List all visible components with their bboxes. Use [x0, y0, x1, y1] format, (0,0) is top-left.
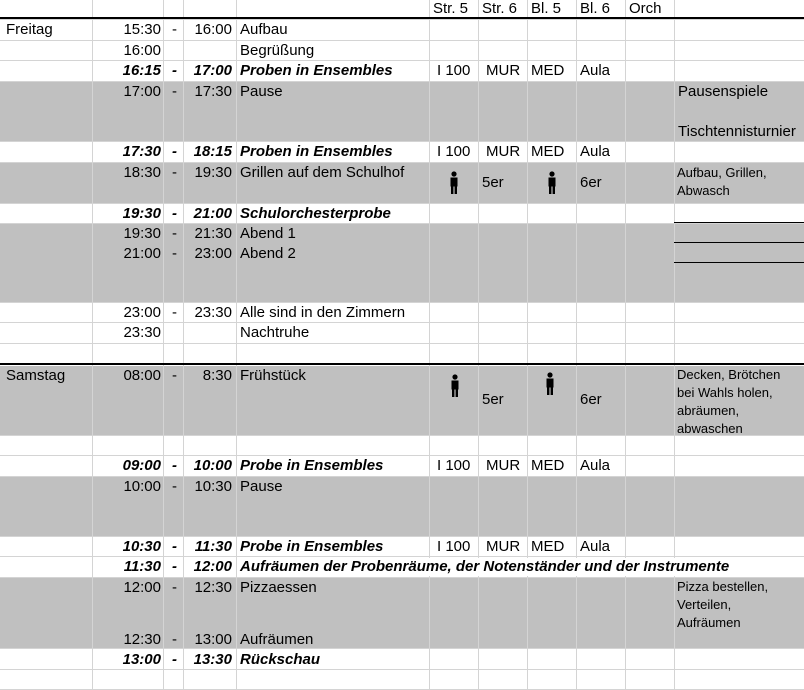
gridline	[236, 0, 237, 690]
col-header-str5: Str. 5	[433, 0, 469, 17]
room: MED	[531, 143, 565, 160]
group-label: 5er	[482, 391, 504, 408]
room: I 100	[437, 143, 471, 160]
time-end: 10:30	[194, 478, 232, 495]
gridline	[429, 0, 430, 690]
activity: Pizzaessen	[240, 579, 317, 596]
activity: Proben in Ensembles	[240, 143, 393, 160]
time-end: 17:30	[194, 83, 232, 100]
activity: Aufräumen	[240, 631, 314, 648]
room: Aula	[580, 457, 611, 474]
time-end: 12:30	[194, 579, 232, 596]
time-end: 23:30	[194, 304, 232, 321]
gridline	[674, 0, 675, 690]
time-start: 16:00	[123, 42, 161, 59]
signup-line	[674, 222, 804, 223]
time-dash: -	[172, 651, 177, 668]
gridline	[0, 162, 804, 163]
time-start: 23:00	[123, 304, 161, 321]
time-dash: -	[172, 631, 177, 648]
time-dash: -	[172, 538, 177, 555]
col-header-bl6: Bl. 6	[580, 0, 611, 17]
room: MUR	[486, 538, 521, 555]
note: abwaschen	[677, 421, 743, 436]
note: Verteilen,	[677, 597, 732, 612]
time-dash: -	[172, 558, 177, 575]
time-start: 23:30	[123, 324, 161, 341]
gridline	[0, 302, 804, 303]
gridline	[478, 0, 479, 690]
gridline	[0, 40, 804, 41]
time-end: 13:30	[193, 651, 232, 668]
room: Aula	[580, 62, 611, 79]
note: bei Wahls holen,	[677, 385, 773, 400]
gridline	[0, 141, 804, 142]
time-end: 23:00	[194, 245, 232, 262]
activity: Nachtruhe	[240, 324, 310, 341]
group-label: 6er	[580, 174, 602, 191]
time-dash: -	[172, 457, 177, 474]
time-end: 13:00	[194, 631, 232, 648]
time-start: 12:30	[123, 631, 161, 648]
person-icon	[544, 372, 556, 396]
time-dash: -	[172, 205, 177, 222]
gridline	[0, 343, 804, 344]
note: Pausenspiele	[678, 83, 769, 100]
col-header-str6: Str. 6	[482, 0, 518, 17]
time-start: 21:00	[123, 245, 161, 262]
gridline	[625, 0, 626, 690]
time-start: 11:30	[123, 558, 161, 575]
time-dash: -	[172, 225, 177, 242]
day-divider	[0, 363, 804, 365]
time-end: 17:00	[193, 62, 232, 79]
person-icon	[448, 171, 460, 195]
col-header-orch: Orch	[629, 0, 662, 17]
activity: Grillen auf dem Schulhof	[240, 164, 405, 181]
time-end: 18:15	[193, 143, 232, 160]
gridline	[0, 536, 804, 537]
time-start: 16:15	[122, 62, 161, 79]
room: Aula	[580, 143, 611, 160]
room: MUR	[486, 457, 521, 474]
activity: Aufbau	[240, 21, 288, 38]
activity: Aufräumen der Probenräume, der Notenständer und der Instrumente	[240, 558, 733, 576]
gridline	[576, 0, 577, 690]
time-dash: -	[172, 304, 177, 321]
activity: Abend 1	[240, 225, 296, 242]
room: MUR	[486, 143, 521, 160]
activity: Pause	[240, 83, 283, 100]
time-start: 19:30	[122, 205, 161, 222]
gridline	[527, 0, 528, 690]
gridline	[0, 476, 804, 477]
time-dash: -	[172, 62, 177, 79]
time-dash: -	[172, 21, 177, 38]
activity: Probe in Ensembles	[240, 538, 384, 555]
time-start: 15:30	[123, 21, 161, 38]
time-end: 19:30	[194, 164, 232, 181]
room: MED	[531, 62, 565, 79]
room: I 100	[437, 538, 471, 555]
activity: Rückschau	[240, 651, 321, 668]
signup-line	[674, 262, 804, 263]
signup-line	[674, 242, 804, 243]
room: MED	[531, 457, 565, 474]
person-icon	[546, 171, 558, 195]
time-dash: -	[172, 245, 177, 262]
group-label: 6er	[580, 391, 602, 408]
room: I 100	[437, 457, 471, 474]
day-label-friday: Freitag	[6, 21, 53, 38]
time-start: 17:30	[122, 143, 161, 160]
time-dash: -	[172, 164, 177, 181]
activity: Frühstück	[240, 367, 306, 384]
gridline	[0, 60, 804, 61]
gridline	[0, 19, 804, 20]
note: Tischtennisturnier	[678, 123, 796, 140]
time-end: 16:00	[194, 21, 232, 38]
gridline	[0, 322, 804, 323]
activity: Abend 2	[240, 245, 296, 262]
gridline	[163, 0, 164, 690]
activity: Proben in Ensembles	[240, 62, 393, 79]
time-dash: -	[172, 83, 177, 100]
time-end: 8:30	[202, 367, 232, 384]
header-divider	[0, 17, 804, 19]
time-start: 12:00	[123, 579, 161, 596]
note: Pizza bestellen,	[677, 579, 769, 594]
person-icon	[449, 374, 461, 398]
gridline	[0, 455, 804, 456]
gridline	[0, 223, 804, 224]
room: Aula	[580, 538, 611, 555]
day-label-saturday: Samstag	[6, 367, 66, 384]
room: I 100	[437, 62, 471, 79]
time-end: 12:00	[193, 558, 232, 575]
note: Aufräumen	[677, 615, 741, 630]
time-start: 09:00	[122, 457, 161, 474]
room: MUR	[486, 62, 521, 79]
time-dash: -	[172, 143, 177, 160]
note: Aufbau, Grillen, Abwasch	[677, 165, 767, 198]
gridline	[0, 556, 804, 557]
time-end: 10:00	[193, 457, 232, 474]
col-header-bl5: Bl. 5	[531, 0, 562, 17]
gridline	[92, 0, 93, 690]
activity: Schulorchesterprobe	[240, 205, 391, 222]
note: Decken, Brötchen	[677, 367, 781, 382]
time-start: 13:00	[122, 651, 161, 668]
time-start: 18:30	[123, 164, 161, 181]
gridline	[0, 203, 804, 204]
time-dash: -	[172, 478, 177, 495]
activity: Probe in Ensembles	[240, 457, 384, 474]
time-dash: -	[172, 579, 177, 596]
time-start: 17:00	[123, 83, 161, 100]
time-start: 19:30	[123, 225, 161, 242]
room: MED	[531, 538, 565, 555]
activity: Pause	[240, 478, 283, 495]
activity: Begrüßung	[240, 42, 315, 59]
gridline	[0, 81, 804, 82]
gridline	[0, 669, 804, 670]
time-start: 10:30	[122, 538, 161, 555]
time-start: 08:00	[123, 367, 161, 384]
group-label: 5er	[482, 174, 504, 191]
time-end: 21:30	[194, 225, 232, 242]
time-start: 10:00	[123, 478, 161, 495]
note: abräumen,	[677, 403, 740, 418]
activity: Alle sind in den Zimmern	[240, 304, 406, 321]
time-dash: -	[172, 367, 177, 384]
time-end: 11:30	[194, 538, 232, 555]
time-end: 21:00	[193, 205, 232, 222]
